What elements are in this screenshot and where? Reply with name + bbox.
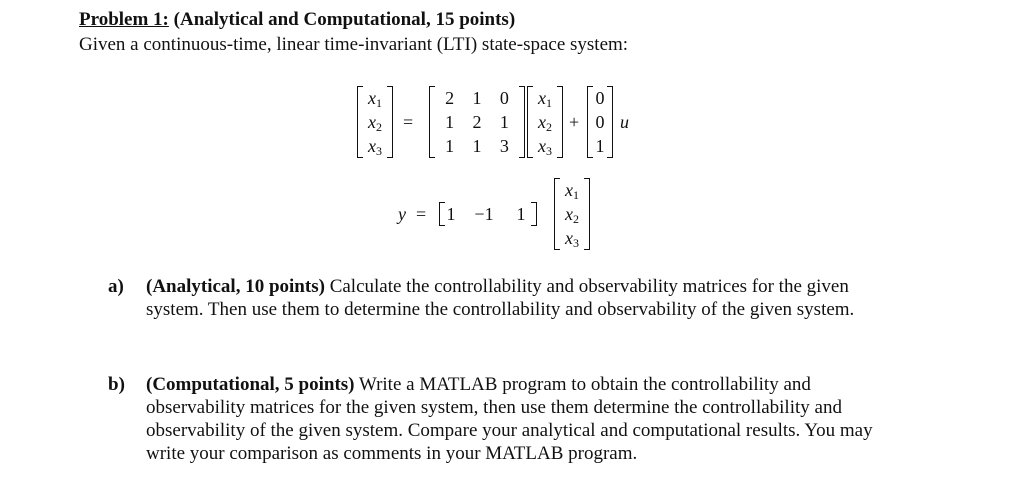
a33: 3 (499, 135, 509, 156)
x2-out: $x_2$ (565, 203, 579, 226)
state-derivative-vector (364, 86, 386, 158)
c2: −1 (474, 203, 494, 224)
a22: 2 (472, 111, 482, 132)
a31: 1 (445, 135, 455, 156)
a13: 0 (499, 87, 509, 108)
a23: 1 (499, 111, 509, 132)
x3-dot: $x_3$ (368, 135, 382, 158)
part-b-label: b) (108, 374, 125, 395)
plus-sign: + (569, 112, 580, 132)
a32: 1 (472, 135, 482, 156)
part-b (108, 373, 908, 465)
part-a-label: a) (108, 276, 124, 297)
b2: 0 (595, 111, 605, 132)
a21: 1 (445, 111, 455, 132)
part-a-heading: (Analytical, 10 points) (146, 276, 325, 297)
problem-intro: Given a continuous-time, linear time-invariant (LTI) state-space system: (79, 34, 629, 55)
matrix-B (594, 86, 606, 158)
part-a-text: Calculate the controllability and observability matrices for the given system. Then use them to determine the controllability and observability of the given system. (146, 276, 855, 320)
problem-heading: (Analytical and Computational, 15 points) (173, 9, 516, 30)
a11: 2 (445, 87, 455, 108)
b1: 0 (595, 87, 605, 108)
x2: $x_2$ (538, 111, 552, 134)
matrix-A (436, 86, 518, 158)
part-b-heading: (Computational, 5 points) (146, 374, 355, 395)
input-u: u (620, 112, 629, 132)
a12: 1 (472, 87, 482, 108)
b3: 1 (595, 135, 605, 156)
problem-label: Problem 1: (79, 9, 169, 30)
c3: 1 (516, 203, 526, 224)
equals-sign: = (403, 112, 414, 132)
state-vector-x-2 (561, 178, 583, 250)
matrix-C (440, 202, 536, 226)
problem-title (79, 9, 515, 31)
x2-dot: $x_2$ (368, 111, 382, 134)
output-y: y (398, 204, 406, 224)
x1-out: $x_1$ (565, 179, 579, 202)
x1-dot: $x_1$ (368, 87, 382, 110)
x1: $x_1$ (538, 87, 552, 110)
part-b-text: Write a MATLAB program to obtain the controllability and observability matrices for the given system, then use them determine the controllability and observability of the given system. Compare your analytical and computational results. You may write your comparison as comments in your MATLAB program. (146, 374, 873, 464)
x3: $x_3$ (538, 135, 552, 158)
x3-out: $x_3$ (565, 227, 579, 250)
state-vector-x (534, 86, 556, 158)
equals-sign-2: = (416, 204, 427, 224)
c1: 1 (446, 203, 456, 224)
part-a (108, 275, 908, 321)
